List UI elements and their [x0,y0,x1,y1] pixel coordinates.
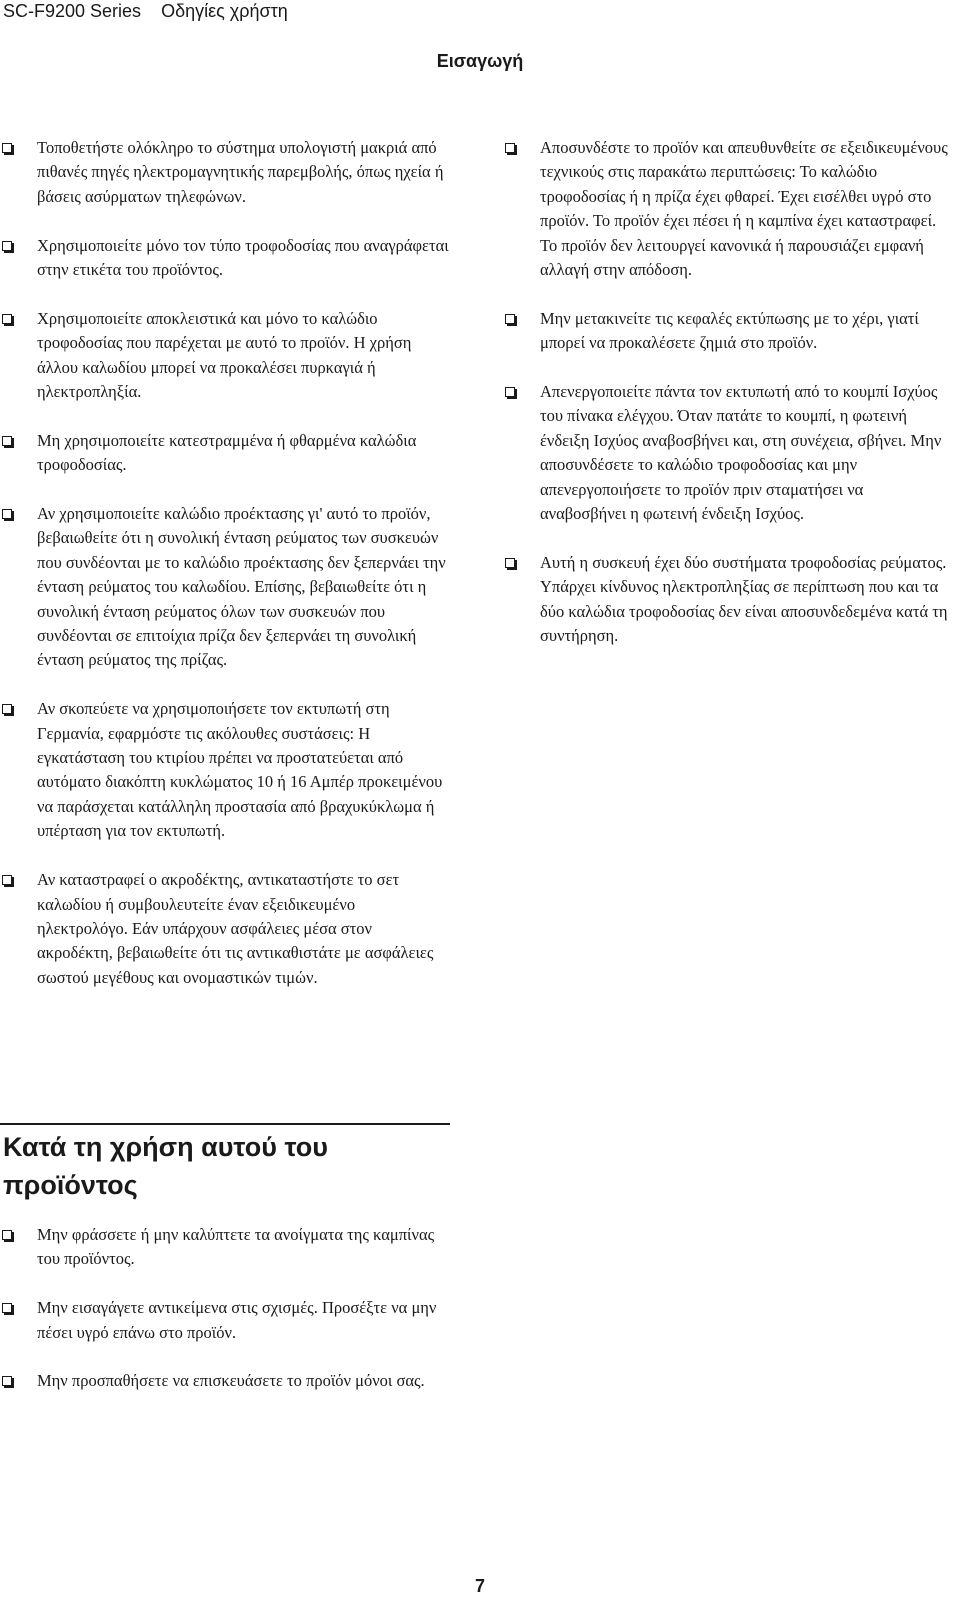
list-item [0,868,450,990]
checkbox-bullet-icon [2,1230,12,1240]
list-item [0,502,450,673]
list-item-text: Μην μετακινείτε τις κεφαλές εκτύπωσης με το χέρι, γιατί μπορεί να προκαλέσετε ζημιά στο προϊόν. [540,308,919,353]
left-column [0,136,450,1015]
list-item-text: Αν σκοπεύετε να χρησιμοποιήσετε τον εκτυπωτή στη Γερμανία, εφαρμόστε τις ακόλουθες συστάσεις: Η εγκατάσταση του κτιρίου πρέπει να προστατεύεται από αυτόματο διακόπτη κυκλώματος 10 ή 16 Αμπέρ προκειμένου να παράσχεται κατάλληλη προστασία από βραχυκύκλωμα ή υπέρταση για τον εκτυπωτή. [37,699,443,841]
list-item-text: Τοποθετήστε ολόκληρο το σύστημα υπολογιστή μακριά από πιθανές πηγές ηλεκτρομαγνητικής παρεμβολής, όπως ηχεία ή βάσεις ασύρματων τηλεφώνων. [37,138,444,206]
list-item-text: Αν χρησιμοποιείτε καλώδιο προέκτασης γι' αυτό το προϊόν, βεβαιωθείτε ότι η συνολική ένταση ρεύματος των συσκευών που συνδέονται με το καλώδιο προέκτασης δεν ξεπερνάει την ένταση ρεύματος του καλωδίου. Επίσης, βεβαιωθείτε ότι η συνολική ένταση ρεύματος όλων των συσκευών που συνδέονται σε επιτοίχια πρίζα δεν ξεπερνάει τη συνολική ένταση ρεύματος της πρίζας. [37,504,446,670]
usage-heading: Κατά τη χρήση αυτού του προϊόντος [3,1132,328,1200]
list-item-text: Μην προσπαθήσετε να επισκευάσετε το προϊόν μόνοι σας. [37,1371,425,1391]
checkbox-bullet-icon [2,875,12,885]
running-header [3,0,288,23]
checkbox-bullet-icon [505,558,515,568]
list-item [0,136,450,209]
checkbox-bullet-icon [2,241,12,251]
list-item-text: Χρησιμοποιείτε μόνο τον τύπο τροφοδοσίας που αναγράφεται στην ετικέτα του προϊόντος. [37,235,449,280]
list-item [503,136,953,282]
checkbox-bullet-icon [2,1303,12,1313]
list-item [503,551,953,649]
checkbox-bullet-icon [2,143,12,153]
product-series: SC-F9200 Series [3,1,142,21]
list-item [0,234,450,283]
checkbox-bullet-icon [505,314,515,324]
checkbox-bullet-icon [2,509,12,519]
list-item-text: Απενεργοποιείτε πάντα τον εκτυπωτή από το κουμπί Ισχύος του πίνακα ελέγχου. Όταν πατάτε το κουμπί, η φωτεινή ένδειξη Ισχύος αναβοσβήνει και, στη συνέχεια, σβήνει. Μην αποσυνδέσετε το καλώδιο τροφοδοσίας και μην απενεργοποιήσετε το προϊόν πριν σταματήσει να αναβοσβήνει η φωτεινή ένδειξη Ισχύος. [540,382,942,524]
safety-list-left [0,136,450,990]
checkbox-bullet-icon [2,1376,12,1386]
list-item [0,307,450,405]
list-item-text: Μη χρησιμοποιείτε κατεστραμμένα ή φθαρμένα καλώδια τροφοδοσίας. [37,430,417,475]
list-item [0,1223,450,1272]
checkbox-bullet-icon [505,143,515,153]
guide-title: Οδηγίες χρήστη [161,1,288,21]
checkbox-bullet-icon [505,387,515,397]
heading-rule [0,1123,450,1125]
safety-list-right [503,136,953,648]
list-item [0,1296,450,1345]
list-item-text: Μην φράσσετε ή μην καλύπτετε τα ανοίγματα της καμπίνας του προϊόντος. [37,1225,435,1269]
list-item-text: Αυτή η συσκευή έχει δύο συστήματα τροφοδοσίας ρεύματος. Υπάρχει κίνδυνος ηλεκτροπληξίας σε περίπτωση που και τα δύο καλώδια τροφοδοσίας δεν είναι αποσυνδεδεμένα κατά τη συντήρηση. [540,552,948,646]
list-item [0,697,450,843]
list-item-text: Αν καταστραφεί ο ακροδέκτης, αντικαταστήστε το σετ καλωδίου ή συμβουλευτείτε έναν εξειδικευμένο ηλεκτρολόγο. Εάν υπάρχουν ασφάλειες μέσα στον ακροδέκτη, βεβαιωθείτε ότι τις αντικαθιστάτε με ασφάλειες σωστού μεγέθους και ονομαστικών τιμών. [37,870,434,987]
list-item-text: Μην εισαγάγετε αντικείμενα στις σχισμές. Προσέξτε να μην πέσει υγρό επάνω στο προϊόν. [37,1298,437,1342]
checkbox-bullet-icon [2,704,12,714]
list-item [503,307,953,356]
list-item [503,380,953,526]
section-title: Εισαγωγή [436,51,524,71]
usage-list [0,1223,450,1394]
right-column [503,136,953,673]
list-item [0,1369,450,1393]
list-item-text: Χρησιμοποιείτε αποκλειστικά και μόνο το καλώδιο τροφοδοσίας που παρέχεται με αυτό το προϊόν. Η χρήση άλλου καλωδίου μπορεί να προκαλέσει πυρκαγιά ή ηλεκτροπληξία. [37,308,412,402]
checkbox-bullet-icon [2,314,12,324]
list-item [0,429,450,478]
usage-section [0,1223,450,1418]
checkbox-bullet-icon [2,436,12,446]
page-number: 7 [474,1576,485,1596]
list-item-text: Αποσυνδέστε το προϊόν και απευθυνθείτε σε εξειδικευμένους τεχνικούς στις παρακάτω περιπτώσεις: Το καλώδιο τροφοδοσίας ή η πρίζα έχει φθαρεί. Έχει εισέλθει υγρό στο προϊόν. Το προϊόν έχει πέσει ή η καμπίνα έχει καταστραφεί. Το προϊόν δεν λειτουργεί κανονικά ή παρουσιάζει εμφανή αλλαγή στην απόδοση. [540,138,948,280]
